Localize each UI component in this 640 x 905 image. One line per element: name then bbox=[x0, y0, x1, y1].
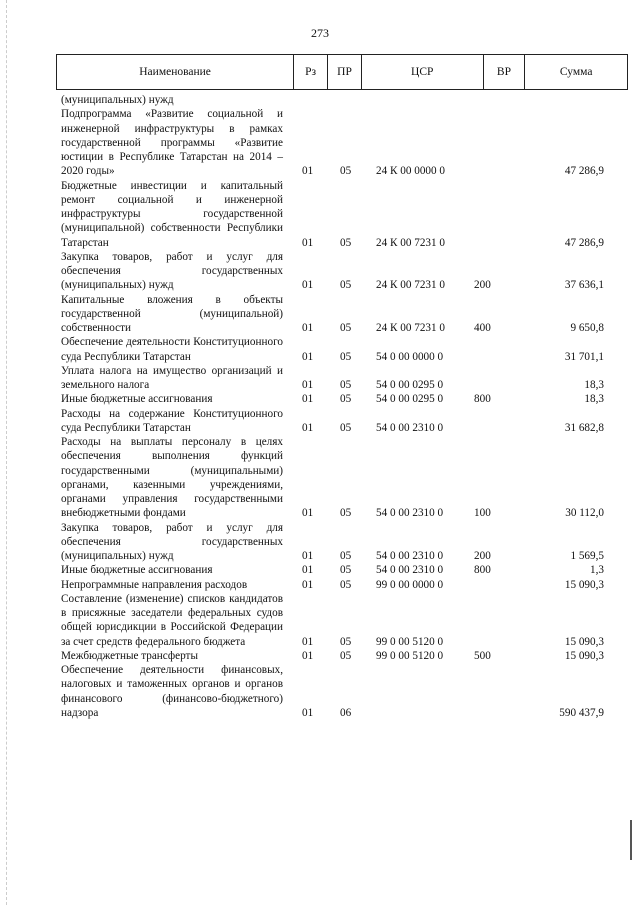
row-sum: 15 090,3 bbox=[564, 649, 604, 662]
row-sum: 37 636,1 bbox=[564, 279, 604, 292]
row-sum: 47 286,9 bbox=[564, 236, 604, 249]
row-sum: 9 650,8 bbox=[570, 322, 604, 334]
table-row bbox=[0, 392, 640, 406]
header-rz: Рз bbox=[294, 55, 328, 89]
row-name: Бюджетные инвестиции и капитальный ремонт социальной и инженерной инфраструктуры государственной (муниципальной) собственности Республики Татарстан bbox=[61, 179, 283, 249]
row-csr: 99 0 00 0000 0 bbox=[376, 578, 444, 591]
row-sum: 15 090,3 bbox=[564, 635, 604, 648]
row-name: Капитальные вложения в объекты государственной (муниципальной) собственности bbox=[61, 293, 283, 334]
table-row bbox=[0, 407, 640, 436]
table-row bbox=[0, 563, 640, 577]
row-vr: 400 bbox=[474, 322, 491, 334]
row-rz: 01 bbox=[302, 379, 314, 391]
margin-mark bbox=[630, 820, 632, 860]
row-vr: 800 bbox=[474, 564, 491, 577]
row-pr: 05 bbox=[340, 635, 352, 648]
row-rz: 01 bbox=[302, 279, 314, 292]
row-csr: 24 К 00 7231 0 bbox=[376, 236, 445, 249]
row-csr: 54 0 00 2310 0 bbox=[376, 507, 444, 520]
row-rz: 01 bbox=[302, 165, 314, 178]
row-vr: 500 bbox=[474, 649, 491, 662]
row-csr: 54 0 00 0000 0 bbox=[376, 350, 444, 363]
row-sum: 15 090,3 bbox=[564, 578, 604, 591]
table-row bbox=[0, 179, 640, 250]
row-pr: 05 bbox=[340, 421, 352, 434]
row-csr: 99 0 00 5120 0 bbox=[376, 649, 444, 662]
header-vr: ВР bbox=[484, 55, 526, 89]
row-pr: 05 bbox=[340, 393, 352, 406]
row-name: Непрограммные направления расходов bbox=[61, 578, 248, 591]
row-csr: 54 0 00 2310 0 bbox=[376, 564, 444, 577]
row-rz: 01 bbox=[302, 564, 314, 577]
row-rz: 01 bbox=[302, 507, 314, 520]
table-row bbox=[0, 663, 640, 720]
row-name: Закупка товаров, работ и услуг для обеспечения государственных (муниципальных) нужд bbox=[61, 250, 283, 292]
row-pr: 05 bbox=[340, 578, 352, 591]
row-name: Расходы на выплаты персоналу в целях обеспечения выполнения функций государственными (муниципальными) органами, казенными учреждениями, органами управления государственными внебюджетными фондами bbox=[61, 436, 283, 520]
row-name: Обеспечение деятельности финансовых, налоговых и таможенных органов и органов финансового (финансово-бюджетного) надзора bbox=[61, 664, 283, 719]
row-name: Межбюджетные трансферты bbox=[61, 649, 198, 662]
table-row bbox=[0, 293, 640, 336]
row-pr: 05 bbox=[340, 507, 352, 520]
table-row bbox=[0, 107, 640, 178]
table-header bbox=[56, 54, 628, 90]
row-vr: 200 bbox=[474, 550, 491, 562]
row-rz: 01 bbox=[302, 578, 314, 591]
table-row bbox=[0, 592, 640, 649]
row-name: Закупка товаров, работ и услуг для обеспечения государственных (муниципальных) нужд bbox=[61, 521, 283, 562]
row-pr: 05 bbox=[340, 564, 352, 577]
row-sum: 18,3 bbox=[584, 379, 604, 391]
row-rz: 01 bbox=[302, 421, 314, 434]
row-rz: 01 bbox=[302, 236, 314, 249]
table-row bbox=[0, 578, 640, 592]
row-csr: 99 0 00 5120 0 bbox=[376, 635, 444, 648]
row-vr: 800 bbox=[474, 393, 491, 406]
row-pr: 05 bbox=[340, 379, 352, 391]
table-row bbox=[0, 93, 640, 107]
row-rz: 01 bbox=[302, 393, 314, 406]
table-row bbox=[0, 649, 640, 663]
row-name: Расходы на содержание Конституционного суда Республики Татарстан bbox=[61, 407, 283, 434]
row-name: Уплата налога на имущество организаций и земельного налога bbox=[61, 364, 283, 391]
table-body bbox=[0, 93, 640, 720]
row-rz: 01 bbox=[302, 706, 314, 719]
table-row bbox=[0, 521, 640, 564]
row-name: Подпрограмма «Развитие социальной и инженерной инфраструктуры в рамках государственной программы «Развитие юстиции в Республике Татарстан на 2014 – 2020 годы» bbox=[61, 108, 283, 178]
row-name: Иные бюджетные ассигнования bbox=[61, 393, 213, 406]
row-csr: 54 0 00 2310 0 bbox=[376, 421, 444, 434]
row-name: (муниципальных) нужд bbox=[61, 94, 174, 106]
row-pr: 05 bbox=[340, 322, 352, 334]
row-name: Обеспечение деятельности Конституционного суда Республики Татарстан bbox=[61, 336, 283, 363]
row-sum: 31 682,8 bbox=[564, 421, 604, 434]
header-pr: ПР bbox=[328, 55, 362, 89]
header-csr: ЦСР bbox=[362, 55, 484, 89]
row-sum: 31 701,1 bbox=[564, 350, 604, 363]
row-pr: 05 bbox=[340, 649, 352, 662]
row-rz: 01 bbox=[302, 322, 314, 334]
row-rz: 01 bbox=[302, 550, 314, 562]
row-rz: 01 bbox=[302, 649, 314, 662]
row-name: Составление (изменение) списков кандидатов в присяжные заседатели федеральных судов общей юрисдикции в Российской Федерации за счет средств федерального бюджета bbox=[61, 592, 283, 648]
page-number: 273 bbox=[311, 26, 329, 40]
row-rz: 01 bbox=[302, 350, 314, 363]
row-sum: 1 569,5 bbox=[570, 550, 604, 562]
row-pr: 05 bbox=[340, 165, 352, 178]
row-csr: 54 0 00 0295 0 bbox=[376, 379, 444, 391]
table-row bbox=[0, 364, 640, 393]
row-pr: 05 bbox=[340, 550, 352, 562]
table-row bbox=[0, 250, 640, 293]
row-csr: 54 0 00 2310 0 bbox=[376, 550, 444, 562]
row-pr: 05 bbox=[340, 279, 352, 292]
row-vr: 100 bbox=[474, 507, 491, 520]
table-row bbox=[0, 335, 640, 364]
row-name: Иные бюджетные ассигнования bbox=[61, 564, 213, 577]
row-csr: 24 К 00 7231 0 bbox=[376, 322, 445, 334]
row-pr: 06 bbox=[340, 706, 352, 719]
header-sum: Сумма bbox=[559, 66, 593, 78]
row-csr: 24 К 00 0000 0 bbox=[376, 165, 445, 178]
row-rz: 01 bbox=[302, 635, 314, 648]
row-vr: 200 bbox=[474, 279, 491, 292]
row-pr: 05 bbox=[340, 236, 352, 249]
row-sum: 18,3 bbox=[584, 393, 604, 406]
row-csr: 54 0 00 0295 0 bbox=[376, 393, 444, 406]
row-sum: 47 286,9 bbox=[564, 165, 604, 178]
row-sum: 30 112,0 bbox=[565, 507, 604, 520]
header-name: Наименование bbox=[57, 55, 294, 89]
row-csr: 24 К 00 7231 0 bbox=[376, 279, 445, 292]
table-row bbox=[0, 435, 640, 521]
row-sum: 1,3 bbox=[590, 564, 604, 577]
row-sum: 590 437,9 bbox=[559, 706, 604, 719]
row-pr: 05 bbox=[340, 350, 352, 363]
